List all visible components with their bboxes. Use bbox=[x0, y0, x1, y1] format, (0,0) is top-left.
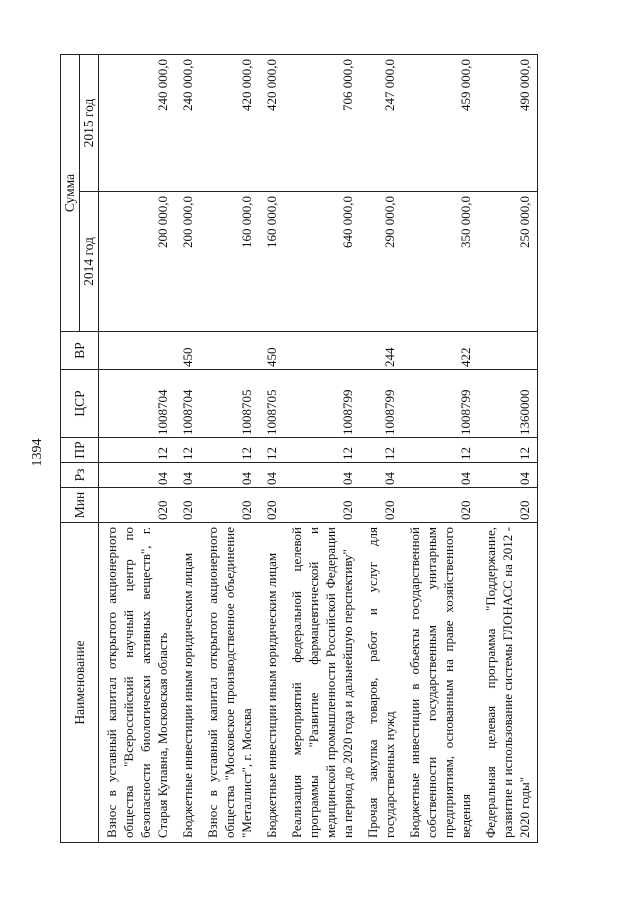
row-min: 020 bbox=[478, 488, 538, 523]
row-min: 020 bbox=[99, 488, 176, 523]
row-vr bbox=[284, 332, 360, 370]
row-csr: 1008704 bbox=[175, 370, 200, 438]
header-csr: ЦСР bbox=[61, 370, 99, 438]
table-row bbox=[360, 54, 402, 842]
row-csr: 1008799 bbox=[284, 370, 360, 438]
row-pr: 12 bbox=[175, 438, 200, 463]
row-pr: 12 bbox=[99, 438, 176, 463]
table-row bbox=[284, 54, 360, 842]
row-csr: 1008705 bbox=[259, 370, 284, 438]
row-min: 020 bbox=[284, 488, 360, 523]
header-sum: Сумма bbox=[61, 54, 80, 331]
row-vr: 422 bbox=[402, 332, 478, 370]
header-row-top bbox=[61, 54, 80, 842]
row-vr bbox=[200, 332, 259, 370]
row-name: Реализация мероприятий федеральной целевой программы "Развитие фармацевтической и медицинской промышленности Российской Федерации на период до 2020 года и дальнейшую перспективу" bbox=[284, 523, 360, 843]
row-rz: 04 bbox=[175, 463, 200, 488]
row-sum-2015: 706 000,0 bbox=[284, 54, 360, 191]
row-min: 020 bbox=[259, 488, 284, 523]
row-min: 020 bbox=[402, 488, 478, 523]
row-sum-2014: 640 000,0 bbox=[284, 192, 360, 332]
row-sum-2014: 160 000,0 bbox=[200, 192, 259, 332]
row-csr: 1008799 bbox=[402, 370, 478, 438]
row-rz: 04 bbox=[360, 463, 402, 488]
row-sum-2014: 160 000,0 bbox=[259, 192, 284, 332]
row-pr: 12 bbox=[402, 438, 478, 463]
header-year-2014: 2014 год bbox=[80, 192, 99, 332]
row-name: Бюджетные инвестиции в объекты государственной собственности государственным унитарным предприятиям, основанным на праве хозяйственного ведения bbox=[402, 523, 478, 843]
row-vr: 450 bbox=[175, 332, 200, 370]
row-pr: 12 bbox=[200, 438, 259, 463]
header-rz: Рз bbox=[61, 463, 99, 488]
row-sum-2015: 247 000,0 bbox=[360, 54, 402, 191]
row-name: Взнос в уставный капитал открытого акционерного общества "Московское производственное объединение "Металлист", г. Москва bbox=[200, 523, 259, 843]
row-sum-2015: 420 000,0 bbox=[259, 54, 284, 191]
row-vr bbox=[478, 332, 538, 370]
row-sum-2015: 420 000,0 bbox=[200, 54, 259, 191]
header-pr: ПР bbox=[61, 438, 99, 463]
row-csr: 1008704 bbox=[99, 370, 176, 438]
row-rz: 04 bbox=[284, 463, 360, 488]
row-vr bbox=[99, 332, 176, 370]
row-rz: 04 bbox=[200, 463, 259, 488]
table-row bbox=[259, 54, 284, 842]
table-row bbox=[175, 54, 200, 842]
row-pr: 12 bbox=[284, 438, 360, 463]
row-sum-2015: 240 000,0 bbox=[175, 54, 200, 191]
row-sum-2014: 200 000,0 bbox=[99, 192, 176, 332]
row-pr: 12 bbox=[478, 438, 538, 463]
row-sum-2015: 490 000,0 bbox=[478, 54, 538, 191]
row-name: Бюджетные инвестиции иным юридическим лицам bbox=[259, 523, 284, 843]
table-row bbox=[478, 54, 538, 842]
row-sum-2015: 459 000,0 bbox=[402, 54, 478, 191]
row-min: 020 bbox=[360, 488, 402, 523]
row-rz: 04 bbox=[259, 463, 284, 488]
row-vr: 450 bbox=[259, 332, 284, 370]
table-row bbox=[99, 54, 176, 842]
row-name: Прочая закупка товаров, работ и услуг для государственных нужд bbox=[360, 523, 402, 843]
page-number: 1394 bbox=[30, 438, 45, 467]
row-rz: 04 bbox=[478, 463, 538, 488]
row-csr: 1360000 bbox=[478, 370, 538, 438]
table-row bbox=[402, 54, 478, 842]
row-csr: 1008705 bbox=[200, 370, 259, 438]
row-vr: 244 bbox=[360, 332, 402, 370]
row-name: Взнос в уставный капитал открытого акционерного общества "Всероссийский научный центр по безопасности биологически активных веществ", г. Старая Купавна, Московская область bbox=[99, 523, 176, 843]
header-year-2015: 2015 год bbox=[80, 54, 99, 191]
row-sum-2014: 350 000,0 bbox=[402, 192, 478, 332]
row-min: 020 bbox=[175, 488, 200, 523]
row-sum-2014: 200 000,0 bbox=[175, 192, 200, 332]
row-name: Федеральная целевая программа "Поддержание, развитие и использование системы ГЛОНАСС на 2012 - 2020 годы" bbox=[478, 523, 538, 843]
row-sum-2014: 250 000,0 bbox=[478, 192, 538, 332]
table-row bbox=[200, 54, 259, 842]
row-sum-2015: 240 000,0 bbox=[99, 54, 176, 191]
row-pr: 12 bbox=[259, 438, 284, 463]
row-csr: 1008799 bbox=[360, 370, 402, 438]
row-min: 020 bbox=[200, 488, 259, 523]
header-vr: ВР bbox=[61, 332, 99, 370]
header-name: Наименование bbox=[61, 523, 99, 843]
row-rz: 04 bbox=[402, 463, 478, 488]
row-name: Бюджетные инвестиции иным юридическим лицам bbox=[175, 523, 200, 843]
row-pr: 12 bbox=[360, 438, 402, 463]
header-min: Мин bbox=[61, 488, 99, 523]
row-sum-2014: 290 000,0 bbox=[360, 192, 402, 332]
budget-table bbox=[60, 54, 538, 843]
row-rz: 04 bbox=[99, 463, 176, 488]
